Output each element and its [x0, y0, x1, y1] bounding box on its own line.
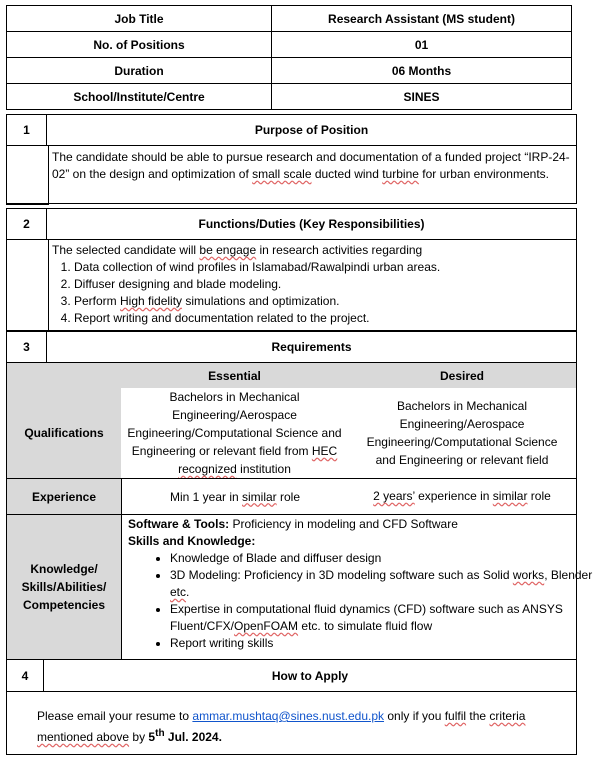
qual-essential-b: institution	[236, 462, 291, 476]
purpose-text-c: for urban environments.	[418, 167, 549, 181]
duties-title: Functions/Duties (Key Responsibilities)	[46, 208, 577, 240]
purpose-number-cell	[6, 145, 49, 205]
apply-text-u2: criteria mentioned above	[37, 709, 526, 744]
skill2-c: .	[186, 585, 190, 599]
purpose-row	[6, 145, 577, 204]
software-text: Proficiency in modeling and CFD Software	[229, 517, 458, 531]
skill3-b: etc. to simulate fluid flow	[298, 619, 433, 633]
col-essential: Essential	[208, 369, 261, 383]
deadline	[148, 730, 222, 744]
skill-item: • Knowledge of Blade and diffuser design	[170, 550, 610, 567]
skills-label: Skills and Knowledge:	[128, 534, 256, 548]
apply-text-b: only if you	[384, 709, 445, 723]
exp-desired	[348, 479, 576, 514]
exp-essential-u: similar	[242, 489, 277, 504]
deadline-day: 5	[148, 730, 156, 744]
duties-row	[6, 239, 577, 331]
apply-text-a: Please email your resume to	[37, 709, 193, 723]
software-label: Software & Tools:	[128, 517, 230, 531]
apply-text-c: the	[466, 709, 490, 723]
skill-item	[170, 601, 610, 635]
duty-item: 4. Report writing and documentation related to the project.	[74, 310, 594, 327]
purpose-title: Purpose of Position	[46, 114, 577, 146]
how-to-apply-title: How to Apply	[43, 659, 577, 692]
apply-row	[6, 691, 577, 755]
col-desired: Desired	[439, 369, 485, 383]
positions-value: 01	[271, 31, 572, 58]
section-number-2: 2	[6, 208, 47, 240]
skill2-b: , Blender	[544, 568, 593, 582]
skill-item: • Report writing skills	[170, 635, 610, 652]
job-title-label: Job Title	[6, 5, 272, 32]
qualifications-label: Qualifications	[24, 426, 104, 440]
qual-essential-a: Bachelors in Mechanical Engineering/Aerospace Engineering/Computational Science and Engineering or relevant field from	[127, 390, 342, 458]
section-number-4: 4	[6, 659, 44, 692]
duties-intro-a: The selected candidate will	[52, 243, 200, 257]
duty-item: 3. Perform High fidelity simulations and optimization.	[74, 293, 594, 310]
purpose-text-b: ducted wind	[311, 167, 383, 181]
skill2-u1: works	[512, 568, 545, 582]
exp-desired-a: experience in	[414, 489, 493, 503]
duty-item: 2. Diffuser designing and blade modeling.	[74, 276, 594, 293]
knowledge-content	[121, 515, 593, 659]
duration-value: 06 Months	[271, 57, 572, 84]
software-line	[128, 516, 458, 533]
purpose-text-u2: turbine	[382, 167, 419, 181]
email-link[interactable]: ammar.mushtaq@sines.nust.edu.pk	[192, 709, 385, 723]
duties-intro-b: in research activities regarding	[256, 243, 423, 257]
duty-item: 1. Data collection of wind profiles in Islamabad/Rawalpindi urban areas.	[74, 259, 594, 276]
qual-essential-u: HEC recognized	[178, 444, 338, 476]
school-label: School/Institute/Centre	[6, 83, 272, 110]
duties-intro	[52, 242, 574, 259]
knowledge-label: Knowledge/ Skills/Abilities/ Competencies	[21, 562, 107, 612]
exp-essential-a: Min 1 year in	[169, 489, 242, 504]
job-title-value: Research Assistant (MS student)	[271, 5, 572, 32]
skill2-u2: etc	[170, 585, 187, 599]
qual-essential	[121, 388, 348, 478]
experience-label: Experience	[31, 489, 97, 504]
duration-label: Duration	[6, 57, 272, 84]
skill3-u: OpenFOAM	[234, 619, 299, 633]
section-number-1: 1	[6, 114, 47, 146]
apply-text-d: by	[129, 730, 149, 744]
exp-essential	[121, 479, 349, 514]
section-number-3: 3	[6, 331, 47, 363]
skill2-a: 3D Modeling: Proficiency in 3D modeling software such as Solid	[170, 568, 513, 582]
deadline-sup: th	[155, 728, 165, 739]
apply-text	[37, 707, 557, 746]
deadline-rest: Jul. 2024.	[164, 730, 222, 744]
purpose-text-a: The candidate should be able to pursue research and documentation of a funded project “IRP-24-02” on the design and optimization of	[52, 150, 570, 181]
exp-essential-b: role	[276, 489, 301, 504]
duties-intro-u: be engage	[199, 243, 257, 257]
skill3-a: Expertise in computational fluid dynamics (CFD) software such as ANSYS Fluent/CFX/	[170, 602, 563, 633]
apply-text-u: fulfil	[444, 709, 467, 723]
duties-list	[32, 259, 594, 327]
positions-label: No. of Positions	[6, 31, 272, 58]
exp-desired-b: role	[527, 489, 551, 503]
skills-list	[128, 550, 610, 652]
purpose-text-u1: small scale	[252, 167, 312, 181]
purpose-text	[52, 149, 574, 183]
qual-desired: Bachelors in Mechanical Engineering/Aerospace Engineering/Computational Science and Engineering or relevant field	[348, 388, 576, 478]
skill-item	[170, 567, 610, 601]
school-value: SINES	[271, 83, 572, 110]
exp-desired-u2: similar	[492, 489, 528, 503]
requirements-title: Requirements	[46, 331, 577, 363]
exp-desired-u1: 2 years’	[373, 489, 415, 503]
